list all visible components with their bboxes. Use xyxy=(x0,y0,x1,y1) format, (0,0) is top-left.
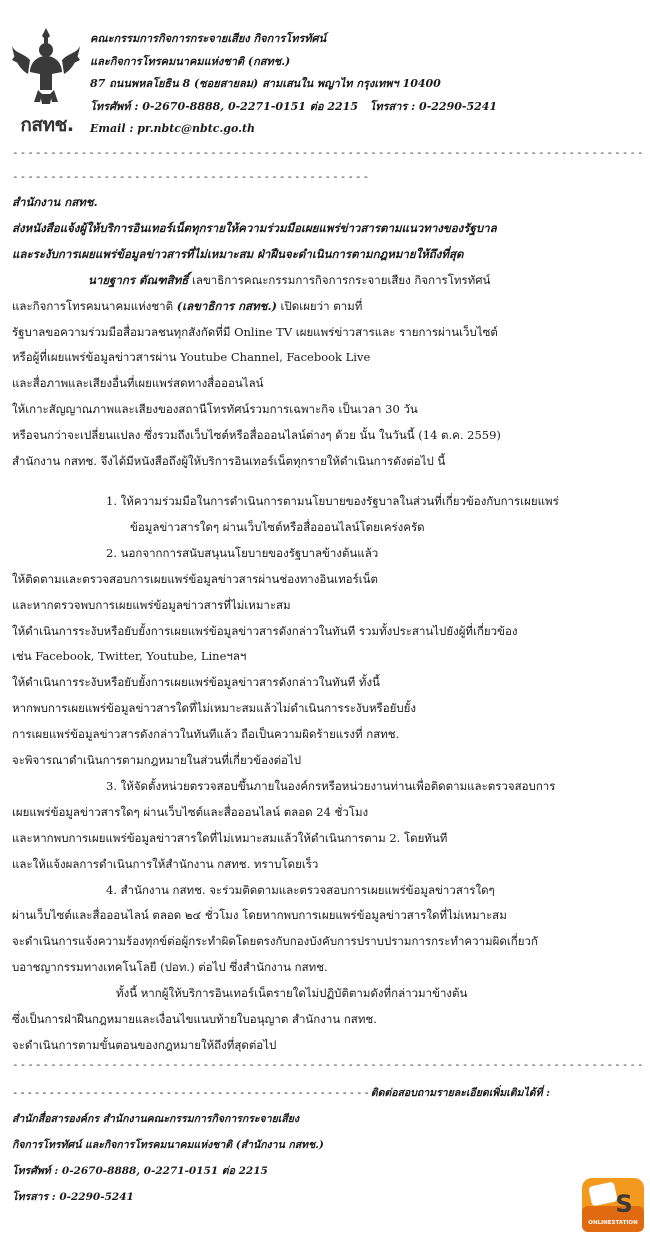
list-item: และให้แจ้งผลการดำเนินการให้สำนักงาน กสทช. ทราบโดยเร็ว xyxy=(12,856,319,871)
separator-line: ----------------------------------------------- xyxy=(12,170,371,183)
contact-heading xyxy=(12,1080,642,1106)
separator-line: ----------------------------------------------------------------------------------- xyxy=(12,146,645,159)
paragraph-line xyxy=(12,268,642,294)
paragraph-line: หรือผู้ที่เผยแพร่ข้อมูลข่าวสารผ่าน Youtube Channel, Facebook Live xyxy=(12,350,371,365)
nbtc-logo xyxy=(10,24,82,134)
list-item: บอาชญากรรมทางเทคโนโลยี (ปอท.) ต่อไป ซึ่งสำนักงาน กสทช. xyxy=(12,960,328,975)
onlinestation-badge xyxy=(580,1176,646,1232)
list-item: ข้อมูลข่าวสารใดๆ ผ่านเว็บไซต์หรือสื่อออนไลน์โดยเคร่งครัด xyxy=(130,519,425,534)
garuda-emblem-icon xyxy=(10,24,82,114)
closing-line: ซึ่งเป็นการฝ่าฝืนกฎหมายและเงื่อนไขแนบท้ายใบอนุญาต สำนักงาน กสทช. xyxy=(12,1012,377,1027)
logo-wordmark: กสทช. xyxy=(20,114,74,136)
list-item: และหากตรวจพบการเผยแพร่ข้อมูลข่าวสารที่ไม่เหมาะสม xyxy=(12,597,291,612)
badge-letter: S xyxy=(615,1190,633,1218)
closing-line: ทั้งนี้ หากผู้ให้บริการอินเทอร์เน็ตรายใดไม่ปฏิบัติตามดังที่กล่าวมาข้างต้น xyxy=(116,986,468,1001)
closing-line: จะดำเนินการตามขั้นตอนของกฎหมายให้ถึงที่สุดต่อไป xyxy=(12,1038,277,1052)
list-item: การเผยแพร่ข้อมูลข่าวสารดังกล่าวในทันทีแล้ว ถือเป็นความผิดร้ายแรงที่ กสทช. xyxy=(12,727,400,742)
secretary-name: นายฐากร ตัณฑสิทธิ์ xyxy=(88,272,189,287)
paragraph-line xyxy=(12,294,642,320)
contact-line: สำนักสื่อสารองค์กร สำนักงานคณะกรรมการกิจการกระจายเสียง xyxy=(12,1113,300,1125)
paragraph-line: สำนักงาน กสทช. จึงได้มีหนังสือถึงผู้ให้บริการอินเทอร์เน็ตทุกรายให้ดำเนินการดังต่อไป นี้ xyxy=(12,454,446,469)
list-item: ให้ติดตามและตรวจสอบการเผยแพร่ข้อมูลข่าวสารผ่านช่องทางอินเทอร์เน็ต xyxy=(12,571,379,586)
list-item: 2. นอกจากการสนับสนุนนโยบายของรัฐบาลข้างต้นแล้ว xyxy=(106,545,379,560)
contact-line: กิจการโทรทัศน์ และกิจการโทรคมนาคมแห่งชาติ (สำนักงาน กสทช.) xyxy=(12,1139,324,1151)
list-item: ผ่านเว็บไซต์และสื่อออนไลน์ ตลอด ๒๔ ชั่วโมง โดยหากพบการเผยแพร่ข้อมูลข่าวสารใดที่ไม่เหมาะสม xyxy=(12,908,507,923)
list-item: เช่น Facebook, Twitter, Youtube, Lineฯลฯ xyxy=(12,649,247,664)
text-run: และกิจการโทรคมนาคมแห่งชาติ xyxy=(12,298,177,313)
headline-line: ส่งหนังสือแจ้งผู้ให้บริการอินเทอร์เน็ตทุกรายให้ความร่วมมือเผยแพร่ข่าวสารตามแนวทางของรัฐบาล xyxy=(12,220,497,235)
press-release-body xyxy=(12,190,642,1059)
list-item: 4. สำนักงาน กสทช. จะร่วมติดตามและตรวจสอบการเผยแพร่ข้อมูลข่าวสารใดๆ xyxy=(106,882,495,897)
paragraph-line: ให้เกาะสัญญาณภาพและเสียงของสถานีโทรทัศน์รวมการเฉพาะกิจ เป็นเวลา 30 วัน xyxy=(12,402,418,417)
list-item: 1. ให้ความร่วมมือในการดำเนินการตามนโยบายของรัฐบาลในส่วนที่เกี่ยวข้องกับการเผยแพร่ xyxy=(106,493,559,508)
headline-line: และระงับการเผยแพร่ข้อมูลข่าวสารที่ไม่เหมาะสม ฝ่าฝืนจะดำเนินการตามกฎหมายให้ถึงที่สุด xyxy=(12,246,464,261)
phone-fax-line: โทรศัพท์ : 0-2670-8888, 0-2271-0151 ต่อ 2215 โทรสาร : 0-2290-5241 xyxy=(90,99,498,113)
separator-line: ----------------------------------------------------------------------------------- xyxy=(12,1058,645,1071)
secretary-title: (เลขาธิการ กสทช.) xyxy=(176,298,277,313)
list-item: จะพิจารณาดำเนินการตามกฎหมายในส่วนที่เกี่ยวข้องต่อไป xyxy=(12,753,302,768)
letterhead xyxy=(10,24,640,142)
spacer xyxy=(12,475,642,489)
letterhead-address xyxy=(90,28,630,141)
contact-label: ติดต่อสอบถามรายละเอียดเพิ่มเติมได้ที่ : xyxy=(370,1087,551,1099)
contact-phone: โทรศัพท์ : 0-2670-8888, 0-2271-0151 ต่อ 2215 xyxy=(12,1165,268,1177)
contact-dash-run: ------------------------------------------------- xyxy=(12,1087,371,1099)
org-name-line-2: และกิจการโทรคมนาคมแห่งชาติ (กสทช.) xyxy=(90,54,291,68)
list-item: เผยแพร่ข้อมูลข่าวสารใดๆ ผ่านเว็บไซต์และสื่อออนไลน์ ตลอด 24 ชั่วโมง xyxy=(12,804,369,819)
office-name: สำนักงาน กสทช. xyxy=(12,195,98,209)
paragraph-line: และสื่อภาพและเสียงอื่นที่เผยแพร่สดทางสื่อออนไลน์ xyxy=(12,376,264,391)
list-item: ให้ดำเนินการระงับหรือยับยั้งการเผยแพร่ข้อมูลข่าวสารดังกล่าวในทันที ทั้งนี้ xyxy=(12,675,380,690)
paragraph-line: หรือจนกว่าจะเปลี่ยนแปลง ซึ่งรวมถึงเว็บไซต์หรือสื่อออนไลน์ต่างๆ ด้วย นั้น ในวันนี้ (14 ต.ค. 2559) xyxy=(12,428,501,443)
contact-fax: โทรสาร : 0-2290-5241 xyxy=(12,1191,134,1203)
list-item: 3. ให้จัดตั้งหน่วยตรวจสอบขึ้นภายในองค์กรหรือหน่วยงานท่านเพื่อติดตามและตรวจสอบการ xyxy=(106,778,556,793)
list-item: จะดำเนินการแจ้งความร้องทุกข์ต่อผู้กระทำผิดโดยตรงกับกองบังคับการปราบปรามการกระทำความผิดเกี่ยวกั xyxy=(12,934,538,949)
org-name-line-1: คณะกรรมการกิจการกระจายเสียง กิจการโทรทัศน์ xyxy=(90,32,327,45)
email-line[interactable]: Email : pr.nbtc@nbtc.go.th xyxy=(90,122,256,136)
list-item: และหากพบการเผยแพร่ข้อมูลข่าวสารใดที่ไม่เหมาะสมแล้วให้ดำเนินการตาม 2. โดยทันที xyxy=(12,830,448,845)
badge-label: ONLINESTATION xyxy=(588,1220,638,1226)
address-line: 87 ถนนพหลโยธิน 8 (ซอยสายลม) สามเสนใน พญาไท กรุงเทพฯ 10400 xyxy=(90,77,441,91)
text-run: เปิดเผยว่า ตามที่ xyxy=(276,298,363,313)
contact-footer xyxy=(12,1080,642,1210)
text-run: เลขาธิการคณะกรรมการกิจการกระจายเสียง กิจการโทรทัศน์ xyxy=(188,272,491,287)
list-item: หากพบการเผยแพร่ข้อมูลข่าวสารใดที่ไม่เหมาะสมแล้วไม่ดำเนินการระงับหรือยับยั้ง xyxy=(12,701,417,716)
paragraph-line: รัฐบาลขอความร่วมมือสื่อมวลชนทุกสังกัดที่มี Online TV เผยแพร่ข่าวสารและ รายการผ่านเว็บไซต์ xyxy=(12,324,498,339)
list-item: ให้ดำเนินการระงับหรือยับยั้งการเผยแพร่ข้อมูลข่าวสารดังกล่าวในทันที รวมทั้งประสานไปยังผู้ที่เกี่ยวข้อง xyxy=(12,623,518,638)
